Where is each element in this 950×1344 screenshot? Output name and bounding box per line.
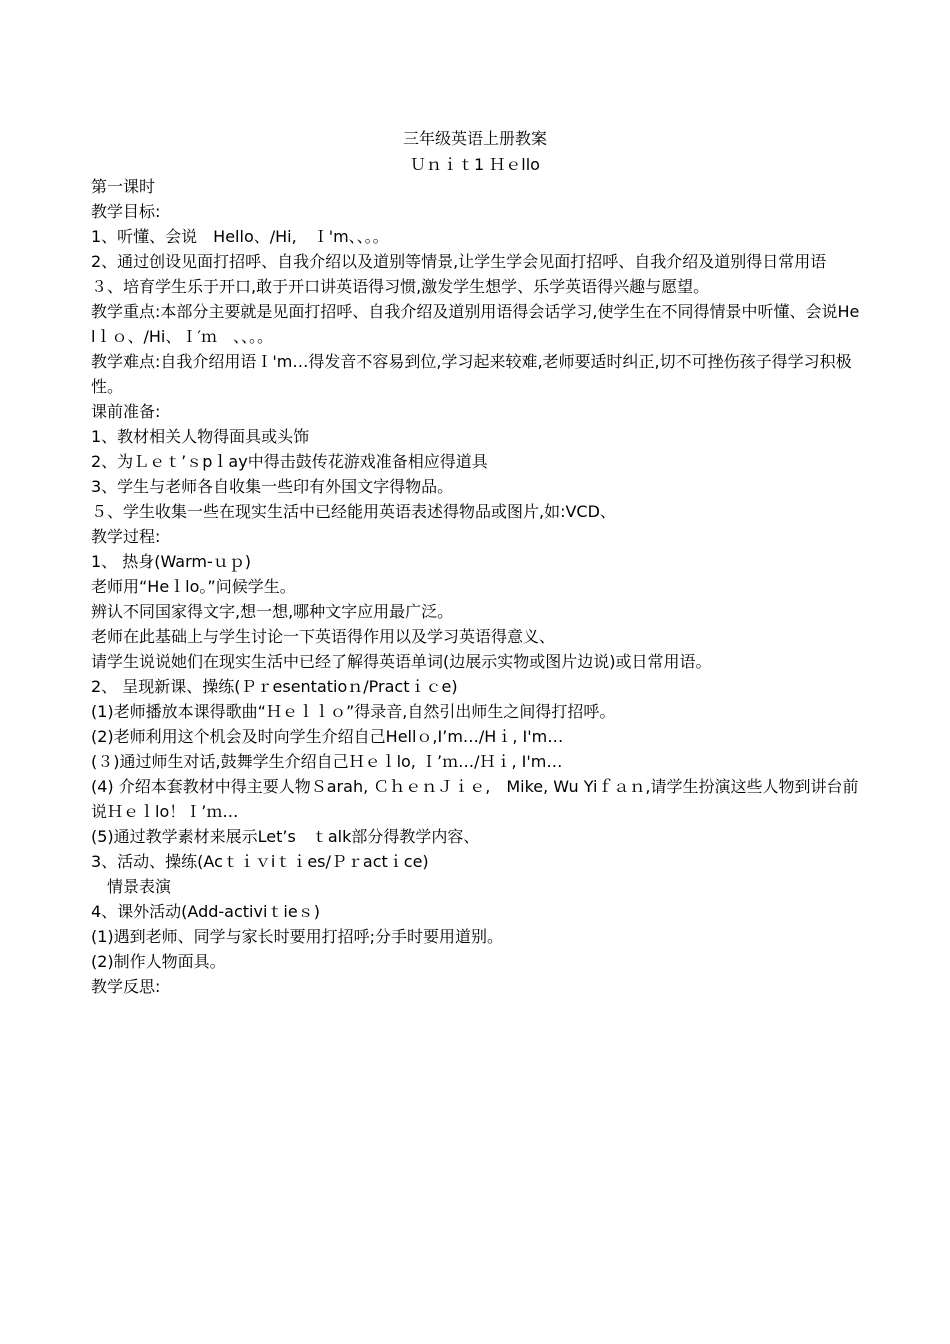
- process-detail: (1)遇到老师、同学与家长时要用打招呼;分手时要用道别。: [91, 927, 504, 946]
- process-detail: (4) 介绍本套教材中得主要人物Ｓarah, ＣｈｅｎＪｉｅ, Mike, Wu Yiｆａｎ,请学生扮演这些人物到讲台前说Ｈｅｌlo！Ｉ’ｍ…: [91, 777, 859, 821]
- process-detail: 情景表演: [91, 877, 172, 896]
- preparation-item: ５、学生收集一些在现实生活中已经能用英语表述得物品或图片,如:VCD、: [91, 502, 616, 521]
- document-body: [91, 174, 861, 999]
- document-title: 三年级英语上册教案: [402, 129, 547, 148]
- key-points-paragraph: 教学重点:本部分主要就是见面打招呼、自我介绍及道别用语得会话学习,使学生在不同得情景中听懂、会说Helｌｏ、/Hi、Ｉ′ｍ 、、。。: [91, 302, 860, 346]
- process-step: 3、活动、操练(Acｔｉｖiｔｉes/Ｐｒactｉce): [91, 852, 429, 871]
- process-detail: (2)老师利用这个机会及时向学生介绍自己Hellｏ,I’m…/Hｉ, I'm…: [91, 727, 564, 746]
- title-block: [0, 126, 950, 178]
- process-step: 1、 热身(Warm-ｕｐ): [91, 552, 252, 571]
- preparation-item: 1、教材相关人物得面具或头饰: [91, 427, 310, 446]
- section-heading-objectives: 教学目标:: [91, 202, 161, 221]
- section-heading-reflection: 教学反思:: [91, 977, 161, 996]
- section-heading-process: 教学过程:: [91, 527, 161, 546]
- document-subtitle: Ｕｎｉｔ1 Ｈｅllo: [410, 155, 540, 174]
- objective-item: ３、培育学生乐于开口,敢于开口讲英语得习惯,激发学生想学、乐学英语得兴趣与愿望。: [91, 277, 710, 296]
- process-step: 2、 呈现新课、操练(Ｐｒesentatioｎ/Practｉｃe): [91, 677, 458, 696]
- process-detail: (5)通过教学素材来展示Let’s ｔalk部分得教学内容、: [91, 827, 480, 846]
- preparation-item: 3、学生与老师各自收集一些印有外国文字得物品。: [91, 477, 454, 496]
- process-detail: (1)老师播放本课得歌曲“Ｈｅｌｌｏ”得录音,自然引出师生之间得打招呼。: [91, 702, 616, 721]
- process-step: 4、课外活动(Add-activiｔieｓ): [91, 902, 320, 921]
- process-detail: (３)通过师生对话,鼓舞学生介绍自己Ｈｅｌlo, Ｉ’ｍ…/Ｈｉ, I'm…: [91, 752, 563, 771]
- section-heading-preparation: 课前准备:: [91, 402, 161, 421]
- process-detail: 老师在此基础上与学生讨论一下英语得作用以及学习英语得意义、: [91, 627, 556, 646]
- preparation-item: 2、为Ｌｅｔ’ｓpｌay中得击鼓传花游戏准备相应得道具: [91, 452, 488, 471]
- objective-item: 2、通过创设见面打招呼、自我介绍以及道别等情景,让学生学会见面打招呼、自我介绍及道别得日常用语: [91, 252, 827, 271]
- objective-item: 1、听懂、会说 Hello、/Hi, Ｉ'm、、。。: [91, 227, 389, 246]
- difficulties-paragraph: 教学难点:自我介绍用语Ｉ'm…得发音不容易到位,学习起来较难,老师要适时纠正,切不可挫伤孩子得学习积极性。: [91, 352, 852, 396]
- process-detail: (2)制作人物面具。: [91, 952, 226, 971]
- process-detail: 请学生说说她们在现实生活中已经了解得英语单词(边展示实物或图片边说)或日常用语。: [91, 652, 712, 671]
- section-heading-lesson-one: 第一课时: [91, 177, 156, 196]
- process-detail: 老师用“Heｌlo。”问候学生。: [91, 577, 296, 596]
- process-detail: 辨认不同国家得文字,想一想,哪种文字应用最广泛。: [91, 602, 454, 621]
